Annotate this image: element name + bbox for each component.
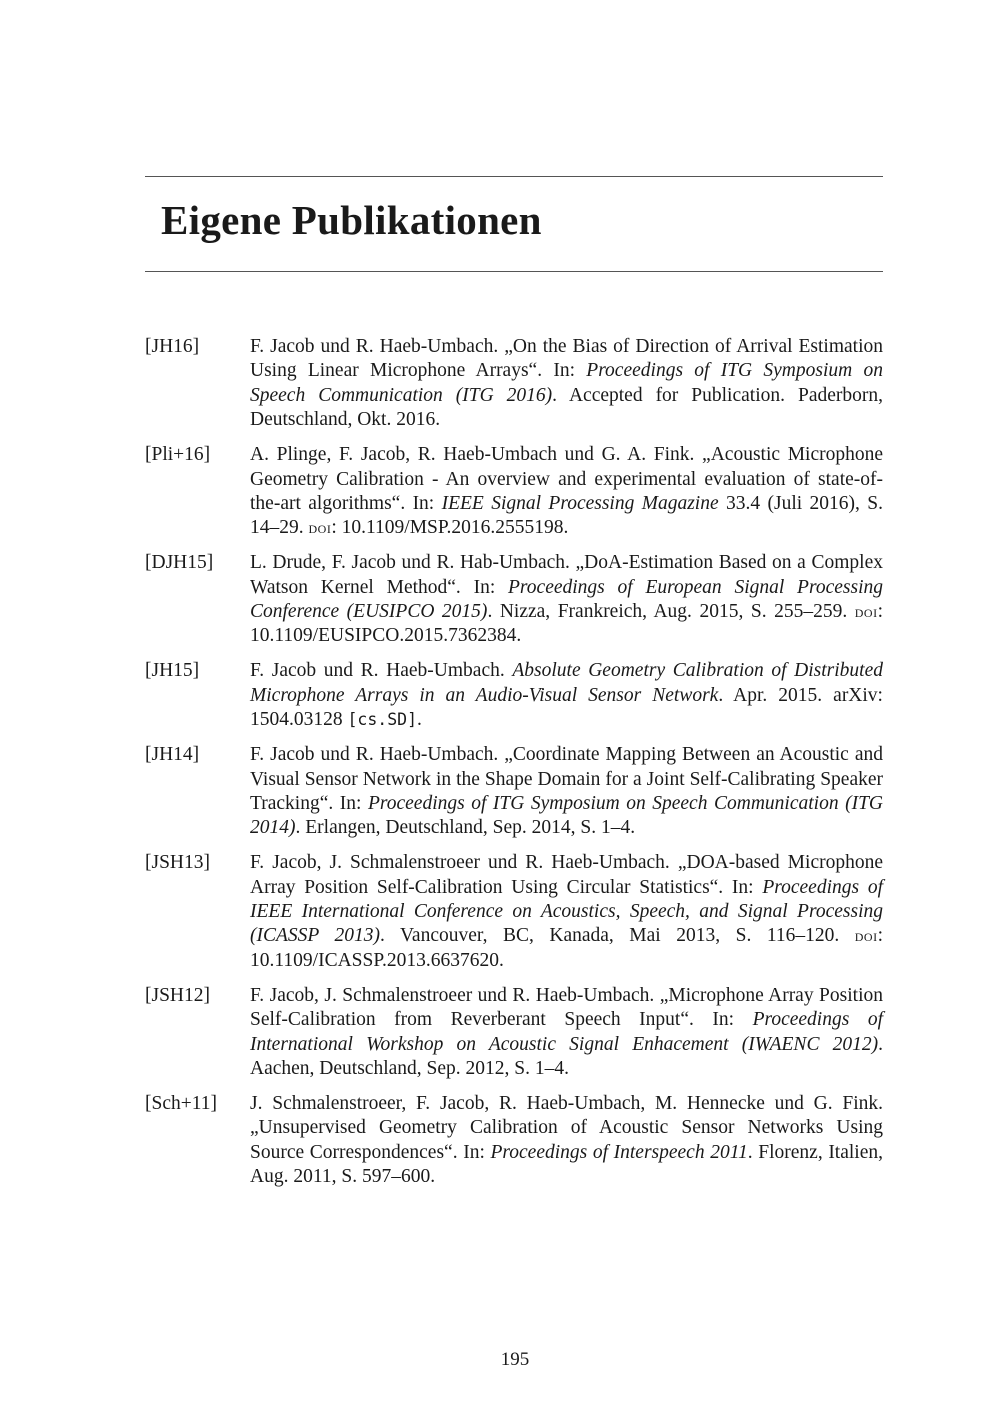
citation-segment: F. Jacob und R. Haeb-Umbach. „On the Bias of Direction of Arrival Estimation Using Linear Microphone Arrays“. In:: [250, 336, 883, 382]
doi-label: doi: [854, 926, 878, 946]
bibliography-entry: [145, 551, 883, 649]
citation-text: [250, 443, 883, 541]
bottom-rule: [145, 271, 883, 272]
citation-venue: IEEE Signal Processing Magazine: [441, 492, 719, 514]
citation-venue: Proceedings of ITG Symposium on Speech Communication (ITG 2016): [250, 360, 883, 406]
citation-segment: .: [417, 709, 422, 731]
citation-key: [JSH13]: [145, 852, 211, 874]
citation-text: [250, 851, 883, 973]
citation-venue: Proceedings of Interspeech 2011: [490, 1141, 748, 1163]
citation-segment: : 10.1109/MSP.2016.2555198.: [331, 517, 569, 539]
citation-key: [JH14]: [145, 744, 200, 766]
citation-venue: Proceedings of European Signal Processing Conference (EUSIPCO 2015): [250, 576, 883, 623]
citation-venue: Proceedings of ITG Symposium on Speech Communication (ITG 2014): [250, 792, 884, 839]
citation-segment: F. Jacob und R. Haeb-Umbach.: [250, 660, 513, 682]
bibliography-entry: [145, 851, 883, 973]
citation-segment: . Apr. 2015. arXiv: 1504.03128: [250, 684, 883, 731]
citation-key: [JH15]: [145, 660, 200, 682]
citation-segment: F. Jacob, J. Schmalenstroeer und R. Haeb-Umbach. „DOA-based Microphone Array Position Self-Calibration Using Circular Statistics“. In:: [250, 852, 883, 898]
citation-segment: . Erlangen, Deutschland, Sep. 2014, S. 1–4.: [295, 817, 636, 839]
page-number: 195: [500, 1349, 530, 1370]
citation-text: [250, 1092, 883, 1190]
citation-segment: . Accepted for Publication. Paderborn, Deutschland, Okt. 2016.: [250, 384, 884, 431]
citation-segment: . Vancouver, BC, Kanada, Mai 2013, S. 116–120.: [379, 925, 855, 947]
chapter-title: Eigene Publikationen: [161, 197, 542, 243]
citation-segment: J. Schmalenstroeer, F. Jacob, R. Haeb-Umbach, M. Hennecke und G. Fink. „Unsupervised Geometry Calibration of Acoustic Sensor Networks Using Source Correspondences“. In:: [250, 1092, 883, 1163]
citation-segment: L. Drude, F. Jacob und R. Hab-Umbach. „DoA-Estimation Based on a Complex Watson Kernel Method“. In:: [250, 552, 883, 598]
citation-segment: F. Jacob und R. Haeb-Umbach. „Coordinate Mapping Between an Acoustic and Visual Sensor Network in the Shape Domain for a Joint Self-Calibrating Speaker Tracking“. In:: [250, 744, 883, 814]
citation-key: [Pli+16]: [145, 444, 211, 466]
citation-segment: : 10.1109/ICASSP.2013.6637620.: [250, 925, 883, 971]
citation-segment: 33.4 (Juli 2016), S. 14–29.: [250, 492, 883, 539]
citation-key: [DJH15]: [145, 552, 214, 574]
citation-text: [250, 551, 883, 649]
citation-venue: Proceedings of IEEE International Conference on Acoustics, Speech, and Signal Processing (ICASSP 2013): [250, 876, 884, 947]
bibliography-entry: [145, 984, 883, 1082]
citation-venue: Absolute Geometry Calibration of Distributed Microphone Arrays in an Audio-Visual Sensor Network: [250, 660, 883, 706]
citation-segment: F. Jacob, J. Schmalenstroeer und R. Haeb-Umbach. „Microphone Array Position Self-Calibration from Reverberant Speech Input“. In:: [250, 984, 883, 1031]
bibliography-entry: [145, 443, 883, 541]
citation-text: [250, 335, 883, 433]
bibliography-entry: [145, 335, 883, 433]
citation-segment: . Aachen, Deutschland, Sep. 2012, S. 1–4.: [250, 1033, 883, 1079]
citation-text: [250, 659, 883, 732]
citation-segment: [cs.SD]: [347, 710, 418, 730]
citation-segment: . Florenz, Italien, Aug. 2011, S. 597–600.: [250, 1141, 883, 1188]
bibliography-list: [145, 335, 883, 1200]
citation-key: [JSH12]: [145, 984, 211, 1006]
bibliography-entry: [145, 743, 883, 841]
bibliography-entry: [145, 659, 883, 732]
citation-text: [250, 743, 883, 841]
top-rule: [145, 176, 883, 177]
citation-venue: Proceedings of International Workshop on Acoustic Signal Enhacement (IWAENC 2012): [250, 1009, 883, 1055]
bibliography-entry: [145, 1092, 883, 1190]
doi-label: doi: [308, 518, 332, 538]
citation-segment: : 10.1109/EUSIPCO.2015.7362384.: [250, 601, 883, 647]
doi-label: doi: [854, 602, 878, 622]
citation-text: [250, 984, 883, 1082]
citation-key: [JH16]: [145, 336, 200, 357]
citation-segment: A. Plinge, F. Jacob, R. Haeb-Umbach und G. A. Fink. „Acoustic Microphone Geometry Calibration - An overview and experimental evaluation of state-of-the-art algorithms“. In:: [250, 444, 883, 514]
citation-segment: . Nizza, Frankreich, Aug. 2015, S. 255–259.: [487, 601, 855, 623]
citation-key: [Sch+11]: [145, 1092, 218, 1114]
